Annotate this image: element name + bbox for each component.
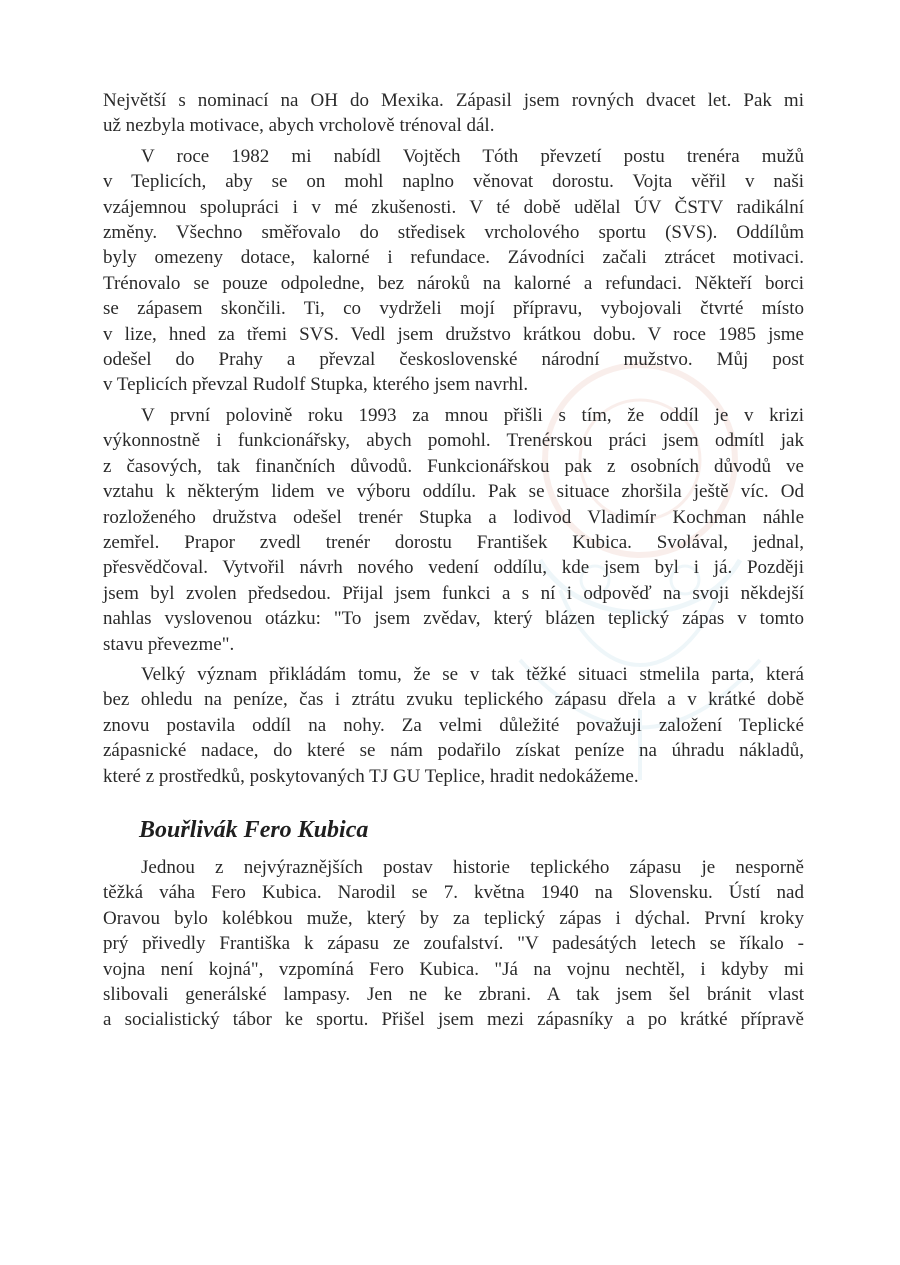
text-line: v Teplicích, aby se on mohl naplno věnovat dorostu. Vojta věřil v naši	[103, 171, 804, 193]
text-line: V první polovině roku 1993 za mnou přišli s tím, že oddíl je v krizi	[141, 404, 804, 426]
text-line: Největší s nominací na OH do Mexika. Zápasil jsem rovných dvacet let. Pak mi	[103, 90, 804, 111]
text-line: přesvědčoval. Vytvořil návrh nového vedení oddílu, kde jsem byl i já. Později	[103, 557, 804, 579]
text-line: prý přivedly Františka k zápasu ze zoufalství. "V padesátých letech se říkalo -	[103, 933, 804, 955]
text-line: nahlas vyslovenou otázku: "To jsem zvědav, který blázen teplický zápas v tomto	[103, 608, 804, 630]
paragraph-4	[103, 662, 804, 789]
text-line: bez ohledu na peníze, čas i ztrátu zvuku teplického zápasu dřela a v krátké době	[103, 689, 804, 711]
text-line: slibovali generálské lampasy. Jen ne ke zbrani. A tak jsem šel bránit vlast	[103, 984, 804, 1005]
text-line: rozloženého družstva odešel trenér Stupka a lodivod Vladimír Kochman náhle	[103, 506, 804, 528]
text-line: výkonnostně i funkcionářsky, abych pomohl. Trenérskou práci jsem odmítl jak	[103, 430, 804, 452]
text-line: jsem byl zvolen předsedou. Přijal jsem funkci a s ní i odpověď na svoji někdejší	[103, 582, 804, 604]
text-line: z časových, tak finančních důvodů. Funkcionářskou pak z osobních důvodů ve	[103, 455, 804, 477]
text-line: vojna není kojná", vzpomíná Fero Kubica. "Já na vojnu nechtěl, i kdyby mi	[103, 958, 804, 980]
text-line: už nezbyla motivace, abych vrcholově trénoval dál.	[103, 115, 495, 137]
text-line: Velký význam přikládám tomu, že se v tak těžké situaci stmelila parta, která	[141, 663, 804, 685]
text-line: Jednou z nejvýraznějších postav historie teplického zápasu je nesporně	[141, 856, 804, 878]
text-line: v Teplicích převzal Rudolf Stupka, kterého jsem navrhl.	[103, 374, 529, 396]
paragraph-1	[103, 88, 804, 139]
text-line: V roce 1982 mi nabídl Vojtěch Tóth převzetí postu trenéra mužů	[141, 145, 804, 167]
text-line: vztahu k některým lidem ve výboru oddílu. Pak se situace zhoršila ještě víc. Od	[103, 481, 804, 503]
document-body	[103, 88, 804, 1038]
paragraph-5	[103, 855, 804, 1033]
text-line: které z prostředků, poskytovaných TJ GU Teplice, hradit nedokážeme.	[103, 765, 639, 787]
text-line: stavu převezme".	[103, 633, 235, 655]
text-line: znovu postavila oddíl na nohy. Za velmi důležité považuji založení Teplické	[103, 714, 804, 736]
text-line: Oravou bylo kolébkou muže, který by za teplický zápas i dýchal. První kroky	[103, 907, 804, 929]
text-line: v lize, hned za třemi SVS. Vedl jsem družstvo krátkou dobu. V roce 1985 jsme	[103, 323, 804, 345]
text-line: těžká váha Fero Kubica. Narodil se 7. května 1940 na Slovensku. Ústí nad	[103, 882, 804, 904]
paragraph-3	[103, 403, 804, 657]
section-heading: Bouřlivák Fero Kubica	[139, 816, 369, 843]
text-line: zápasnické nadace, do které se nám podařilo získat peníze na úhradu nákladů,	[103, 740, 804, 762]
text-line: změny. Všechno směřovalo do středisek vrcholového sportu (SVS). Oddílům	[103, 222, 804, 244]
text-line: odešel do Prahy a převzal československé národní mužstvo. Můj post	[103, 349, 804, 371]
text-line: vzájemnou spolupráci i v mé zkušenosti. V té době udělal ÚV ČSTV radikální	[103, 196, 804, 218]
text-line: se zápasem skončili. Ti, co vydrželi mojí přípravu, vybojovali čtvrté místo	[103, 298, 804, 320]
text-line: byly omezeny dotace, kalorné i refundace. Závodníci začali ztrácet motivaci.	[103, 247, 804, 269]
text-line: a socialistický tábor ke sportu. Přišel jsem mezi zápasníky a po krátké přípravě	[103, 1009, 804, 1031]
text-line: zemřel. Prapor zvedl trenér dorostu František Kubica. Svolával, jednal,	[103, 531, 804, 553]
text-line: Trénovalo se pouze odpoledne, bez nároků na kalorné a refundaci. Někteří borci	[103, 272, 804, 294]
paragraph-2	[103, 144, 804, 398]
